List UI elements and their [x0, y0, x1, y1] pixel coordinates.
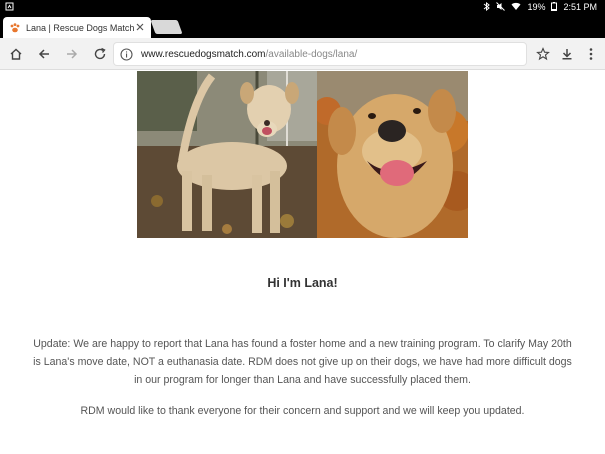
- browser-toolbar: [0, 38, 605, 70]
- battery-icon: [551, 2, 557, 11]
- tab-lana[interactable]: [3, 17, 151, 38]
- info-icon[interactable]: [120, 48, 133, 61]
- update-paragraph: Update: We are happy to report that Lana has found a foster home and a new training program. To clarify May 20th is Lana's move date, NOT a euthanasia date. RDM does not give up on their dogs, we have had more difficult dogs in our program for longer than Lana and have successfully placed them.: [33, 338, 572, 386]
- clock: 2:51 PM: [563, 1, 597, 12]
- home-icon[interactable]: [8, 46, 24, 62]
- mute-icon: [496, 2, 505, 11]
- dog-photos: [137, 71, 468, 238]
- reload-icon[interactable]: [92, 46, 108, 62]
- lana-full-body-photo: [137, 71, 317, 238]
- bookmark-star-icon[interactable]: [535, 46, 551, 62]
- page-heading: Hi I'm Lana!: [267, 276, 338, 290]
- tab-title: Lana | Rescue Dogs Match: [26, 22, 135, 33]
- new-tab-button[interactable]: [150, 20, 182, 34]
- paw-favicon-icon: [9, 22, 21, 34]
- address-bar[interactable]: [114, 43, 526, 65]
- overflow-menu-icon[interactable]: [583, 46, 599, 62]
- page-content: [0, 71, 605, 454]
- url-path: /available-dogs/lana/: [265, 48, 358, 60]
- back-icon[interactable]: [36, 46, 52, 62]
- forward-icon[interactable]: [64, 46, 80, 62]
- thanks-paragraph: RDM would like to thank everyone for their concern and support and we will keep you updated.: [80, 405, 525, 417]
- url-host: www.rescuedogsmatch.com: [141, 48, 266, 60]
- screenshot-notification-icon: [5, 2, 14, 11]
- close-tab-icon[interactable]: [135, 23, 145, 33]
- download-icon[interactable]: [559, 46, 575, 62]
- battery-percent: 19%: [527, 1, 546, 12]
- status-bar: [0, 0, 605, 13]
- tab-strip: [0, 13, 605, 38]
- wifi-icon: [511, 2, 521, 11]
- bluetooth-icon: [483, 2, 490, 11]
- lana-closeup-photo: [317, 71, 468, 238]
